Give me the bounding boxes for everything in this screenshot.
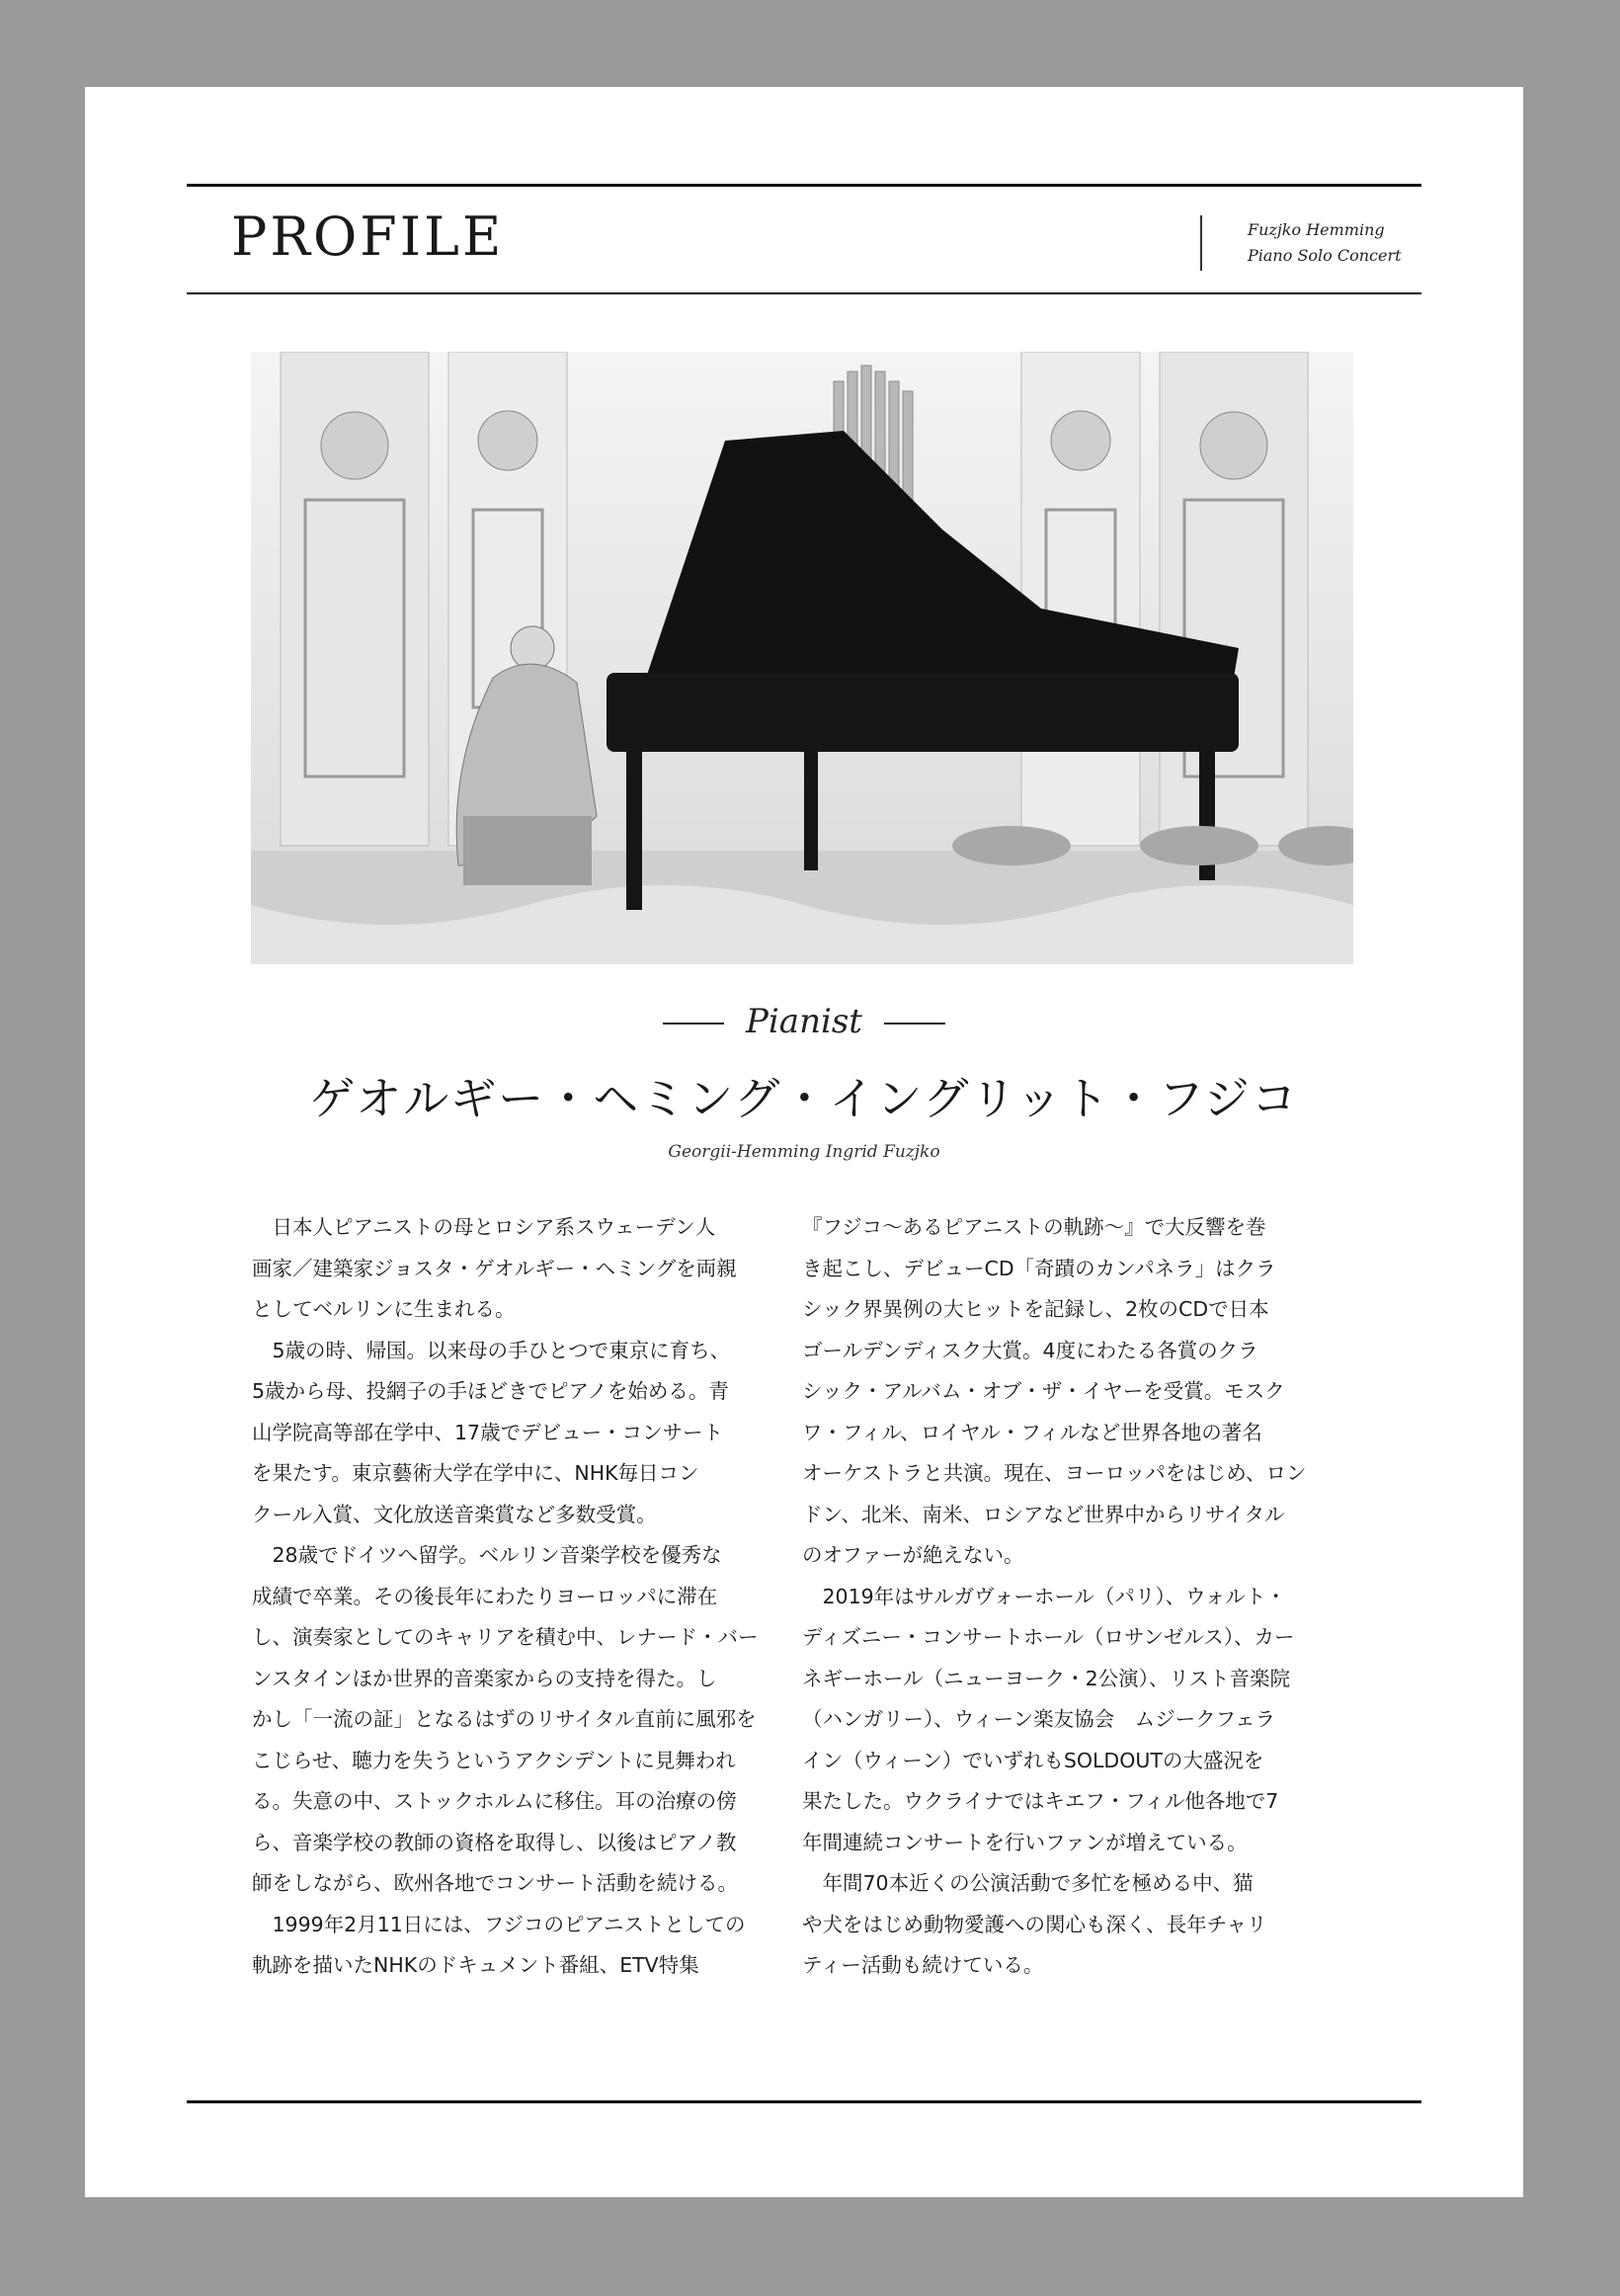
text-line: る。失意の中、ストックホルムに移住。耳の治療の傍 [252, 1789, 737, 1813]
artist-name-english: Georgii-Hemming Ingrid Fuzjko [668, 1142, 940, 1162]
profile-page [85, 87, 1523, 2197]
text-line: 28歳でドイツへ留学。ベルリン音楽学校を優秀な [252, 1543, 722, 1567]
text-line: 山学院高等部在学中、17歳でデビュー・コンサート [252, 1420, 724, 1444]
text-line: （ハンガリー）、ウィーン楽友協会 ムジークフェラ [802, 1707, 1276, 1731]
text-line: としてベルリンに生まれる。 [252, 1297, 516, 1321]
text-line: 『フジコ～あるピアニストの軌跡～』で大反響を巻 [802, 1215, 1266, 1239]
header-top-rule [187, 184, 1421, 187]
artist-name-japanese: ゲオルギー・ヘミング・イングリット・フジコ [309, 1072, 1299, 1125]
text-line: ワ・フィル、ロイヤル・フィルなど世界各地の著名 [802, 1420, 1262, 1444]
body-column-right [802, 1207, 1355, 1987]
concert-name: Piano Solo Concert [1248, 246, 1402, 265]
text-line: ドン、北米、南米、ロシアなど世界中からリサイタル [802, 1502, 1285, 1526]
text-line: かし「一流の証」となるはずのリサイタル直前に風邪を [252, 1707, 757, 1731]
text-line: ネギーホール（ニューヨーク・2公演）、リスト音楽院 [802, 1666, 1290, 1690]
footer-rule [187, 2100, 1421, 2103]
text-line: 師をしながら、欧州各地でコンサート活動を続ける。 [252, 1871, 738, 1895]
page-title: PROFILE [231, 205, 505, 268]
text-line: こじらせ、聴力を失うというアクシデントに見舞われ [252, 1748, 736, 1772]
role-dash-right [884, 1023, 945, 1025]
text-line: シック界異例の大ヒットを記録し、2枚のCDで日本 [802, 1297, 1269, 1321]
text-line: ンスタインほか世界的音楽家からの支持を得た。し [252, 1666, 717, 1690]
text-line: シック・アルバム・オブ・ザ・イヤーを受賞。モスク [802, 1379, 1285, 1403]
header-divider [1200, 215, 1202, 271]
text-line: ティー活動も続けている。 [802, 1953, 1044, 1977]
text-line: き起こし、デビューCD「奇蹟のカンパネラ」はクラ [802, 1256, 1276, 1280]
text-line: クール入賞、文化放送音楽賞など多数受賞。 [252, 1502, 657, 1526]
concert-artist: Fuzjko Hemming [1248, 220, 1385, 239]
text-line: オーケストラと共演。現在、ヨーロッパをはじめ、ロン [802, 1461, 1307, 1485]
text-line: 5歳の時、帰国。以来母の手ひとつで東京に育ち、 [252, 1338, 731, 1362]
text-line: ら、音楽学校の教師の資格を取得し、以後はピアノ教 [252, 1830, 737, 1854]
text-line: 日本人ピアニストの母とロシア系スウェーデン人 [252, 1215, 716, 1239]
text-line: ディズニー・コンサートホール（ロサンゼルス）、カー [802, 1625, 1295, 1649]
text-line: 画家／建築家ジョスタ・ゲオルギー・ヘミングを両親 [252, 1256, 737, 1280]
pianist-photo [251, 352, 1353, 964]
role-label: Pianist [746, 1002, 862, 1041]
text-line: を果たす。東京藝術大学在学中に、NHK毎日コン [252, 1461, 699, 1485]
text-line: 1999年2月11日には、フジコのピアニストとしての [252, 1912, 746, 1936]
role-dash-left [663, 1023, 724, 1025]
text-line: 成績で卒業。その後長年にわたりヨーロッパに滞在 [252, 1584, 718, 1608]
text-line: イン（ウィーン）でいずれもSOLDOUTの大盛況を [802, 1748, 1264, 1772]
text-line: 年間70本近くの公演活動で多忙を極める中、猫 [802, 1871, 1254, 1895]
grand-piano-photo-icon [251, 352, 1353, 964]
text-line: 5歳から母、投網子の手ほどきでピアノを始める。青 [252, 1379, 729, 1403]
header-bottom-rule [187, 292, 1421, 294]
artist-role [85, 1002, 1523, 1041]
body-column-left [252, 1207, 805, 1987]
concert-info [1248, 217, 1402, 269]
text-line: や犬をはじめ動物愛護への関心も深く、長年チャリ [802, 1912, 1267, 1936]
text-line: し、演奏家としてのキャリアを積む中、レナード・バー [252, 1625, 759, 1649]
text-line: 2019年はサルガヴォーホール（パリ）、ウォルト・ [802, 1584, 1286, 1608]
text-line: 果たした。ウクライナではキエフ・フィル他各地で7 [802, 1789, 1279, 1813]
text-line: 軌跡を描いたNHKのドキュメント番組、ETV特集 [252, 1953, 699, 1977]
text-line: のオファーが絶えない。 [802, 1543, 1024, 1567]
text-line: ゴールデンディスク大賞。4度にわたる各賞のクラ [802, 1338, 1258, 1362]
text-line: 年間連続コンサートを行いファンが増えている。 [802, 1830, 1248, 1854]
